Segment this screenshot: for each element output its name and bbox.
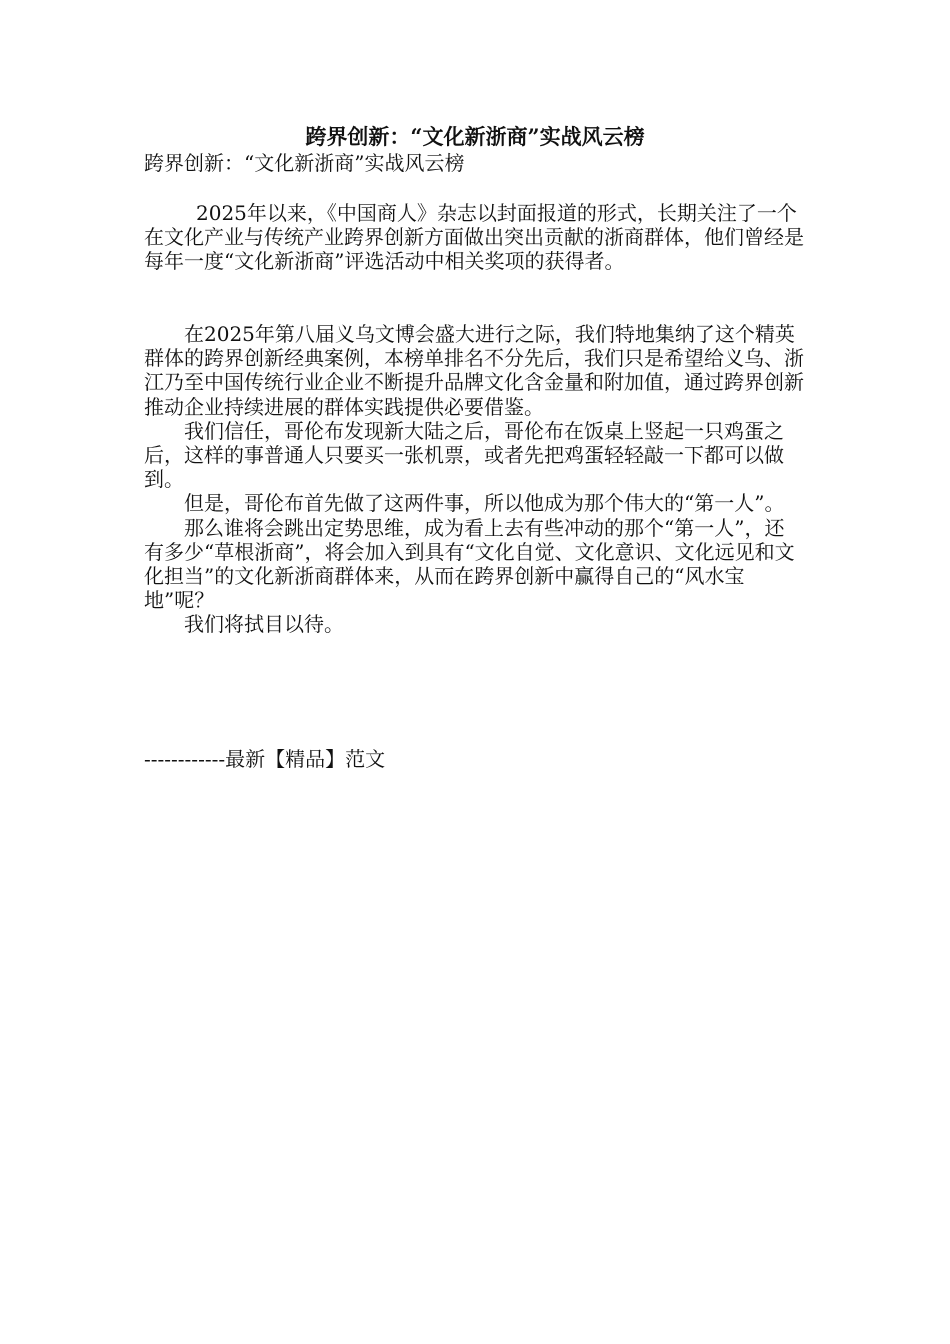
document-subtitle: 跨界创新：“文化新浙商”实战风云榜 bbox=[144, 151, 465, 175]
paragraph-intro: 2025年以来，《中国商人》杂志以封面报道的形式，长期关注了一个在文化产业与传统产业跨界创新方面做出突出贡献的浙商群体，他们曾经是每年一度“文化新浙商”评选活动中相关奖项的获得者。 bbox=[144, 201, 804, 274]
document-footer: ------------最新【精品】范文 bbox=[144, 747, 386, 771]
paragraph-closing: 我们将拭目以待。 bbox=[184, 612, 344, 637]
paragraph-wenbohui: 在2025年第八届义乌文博会盛大进行之际，我们特地集纳了这个精英群体的跨界创新经典案例，本榜单排名不分先后，我们只是希望给义乌、浙江乃至中国传统行业企业不断提升品牌文化含金量和附加值，通过跨界创新推动企业持续进展的群体实践提供必要借鉴。 bbox=[144, 322, 804, 419]
paragraph-question: 那么谁将会跳出定势思维，成为看上去有些冲动的那个“第一人”，还有多少“草根浙商”，将会加入到具有“文化自觉、文化意识、文化远见和文化担当”的文化新浙商群体来，从而在跨界创新中赢得自己的“风水宝地”呢？ bbox=[144, 515, 795, 613]
body-block bbox=[144, 322, 804, 637]
paragraph-columbus: 我们信任，哥伦布发现新大陆之后，哥伦布在饭桌上竖起一只鸡蛋之后，这样的事普通人只要买一张机票，或者先把鸡蛋轻轻敲一下都可以做到。 bbox=[144, 418, 784, 492]
intro-block bbox=[144, 201, 804, 274]
paragraph-first-person: 但是，哥伦布首先做了这两件事，所以他成为那个伟大的“第一人”。 bbox=[184, 491, 785, 516]
document-title: 跨界创新：“文化新浙商”实战风云榜 bbox=[305, 124, 645, 149]
